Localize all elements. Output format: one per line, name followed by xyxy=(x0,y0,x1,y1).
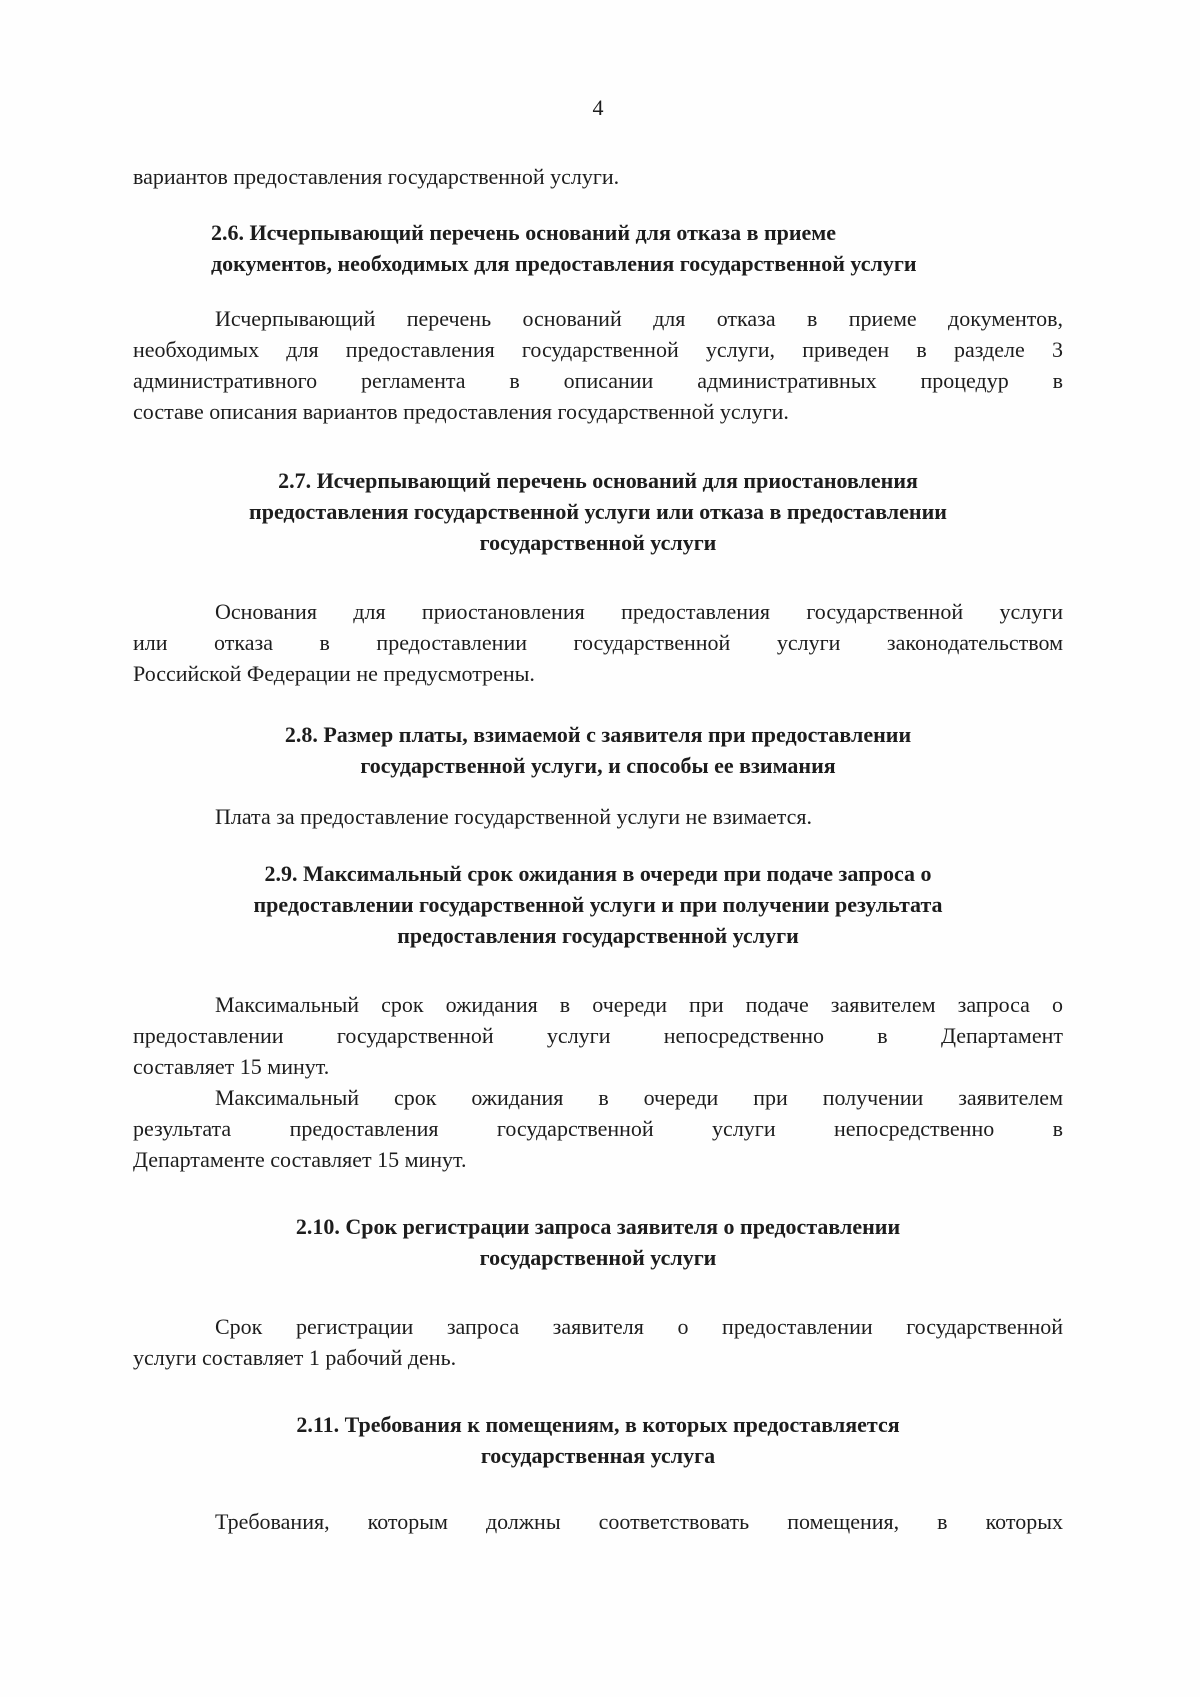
section-2-11-paragraph xyxy=(133,1506,1063,1537)
paragraph-line: предоставлении государственной услуги непосредственно в Департамент xyxy=(133,1023,1063,1048)
paragraph-line: необходимых для предоставления государственной услуги, приведен в разделе 3 xyxy=(133,337,1063,362)
section-2-9 xyxy=(133,858,1063,1175)
paragraph-line: Срок регистрации запроса заявителя о предоставлении государственной xyxy=(215,1314,1063,1339)
paragraph-line: составе описания вариантов предоставления государственной услуги. xyxy=(133,399,789,424)
heading-line: предоставления государственной услуги xyxy=(397,923,799,948)
continuation-paragraph xyxy=(133,161,1063,192)
section-2-6-paragraph xyxy=(133,303,1063,427)
section-2-6 xyxy=(133,217,1063,427)
section-2-10 xyxy=(133,1211,1063,1373)
section-2-11-heading xyxy=(133,1409,1063,1471)
section-2-10-heading xyxy=(133,1211,1063,1273)
page-number: 4 xyxy=(592,95,604,120)
heading-line: предоставления государственной услуги или отказа в предоставлении xyxy=(249,499,947,524)
paragraph-line: Максимальный срок ожидания в очереди при подаче заявителем запроса о xyxy=(215,992,1063,1017)
heading-line: 2.7. Исчерпывающий перечень оснований для приостановления xyxy=(278,468,918,493)
paragraph-line: административного регламента в описании административных процедур в xyxy=(133,368,1063,393)
paragraph-line: составляет 15 минут. xyxy=(133,1054,330,1079)
heading-line: документов, необходимых для предоставления государственной услуги xyxy=(211,251,917,276)
section-2-7 xyxy=(133,465,1063,689)
section-2-11 xyxy=(133,1409,1063,1537)
paragraph-line: Максимальный срок ожидания в очереди при получении заявителем xyxy=(215,1085,1063,1110)
section-2-6-heading xyxy=(133,217,1063,279)
heading-line: государственной услуги xyxy=(479,530,717,555)
heading-line: 2.11. Требования к помещениям, в которых предоставляется xyxy=(296,1412,900,1437)
paragraph-line: вариантов предоставления государственной услуги. xyxy=(133,164,620,189)
paragraph-line: результата предоставления государственной услуги непосредственно в xyxy=(133,1116,1063,1141)
heading-line: государственной услуги xyxy=(479,1245,717,1270)
paragraph-line: Российской Федерации не предусмотрены. xyxy=(133,661,535,686)
paragraph-line: Исчерпывающий перечень оснований для отказа в приеме документов, xyxy=(215,306,1063,331)
section-2-10-paragraph xyxy=(133,1311,1063,1373)
section-2-9-paragraph-1 xyxy=(133,989,1063,1082)
heading-line: государственная услуга xyxy=(480,1443,716,1468)
section-2-7-heading xyxy=(133,465,1063,558)
section-2-9-heading xyxy=(133,858,1063,951)
heading-line: 2.6. Исчерпывающий перечень оснований для отказа в приеме xyxy=(211,220,837,245)
section-2-7-paragraph xyxy=(133,596,1063,689)
section-2-8 xyxy=(133,719,1063,832)
heading-line: 2.9. Максимальный срок ожидания в очереди при подаче запроса о xyxy=(264,861,932,886)
heading-line: предоставлении государственной услуги и при получении результата xyxy=(253,892,943,917)
paragraph-line: Плата за предоставление государственной услуги не взимается. xyxy=(215,804,813,829)
paragraph-line: Департаменте составляет 15 минут. xyxy=(133,1147,467,1172)
paragraph-line: или отказа в предоставлении государственной услуги законодательством xyxy=(133,630,1063,655)
heading-line: 2.10. Срок регистрации запроса заявителя о предоставлении xyxy=(295,1214,901,1239)
paragraph-line: услуги составляет 1 рабочий день. xyxy=(133,1345,457,1370)
section-2-9-paragraph-2 xyxy=(133,1082,1063,1175)
paragraph-line: Требования, которым должны соответствовать помещения, в которых xyxy=(215,1509,1063,1534)
paragraph-line: Основания для приостановления предоставления государственной услуги xyxy=(215,599,1063,624)
heading-line: 2.8. Размер платы, взимаемой с заявителя при предоставлении xyxy=(284,722,912,747)
section-2-8-paragraph xyxy=(133,801,1063,832)
section-2-8-heading xyxy=(133,719,1063,781)
heading-line: государственной услуги, и способы ее взимания xyxy=(360,753,836,778)
